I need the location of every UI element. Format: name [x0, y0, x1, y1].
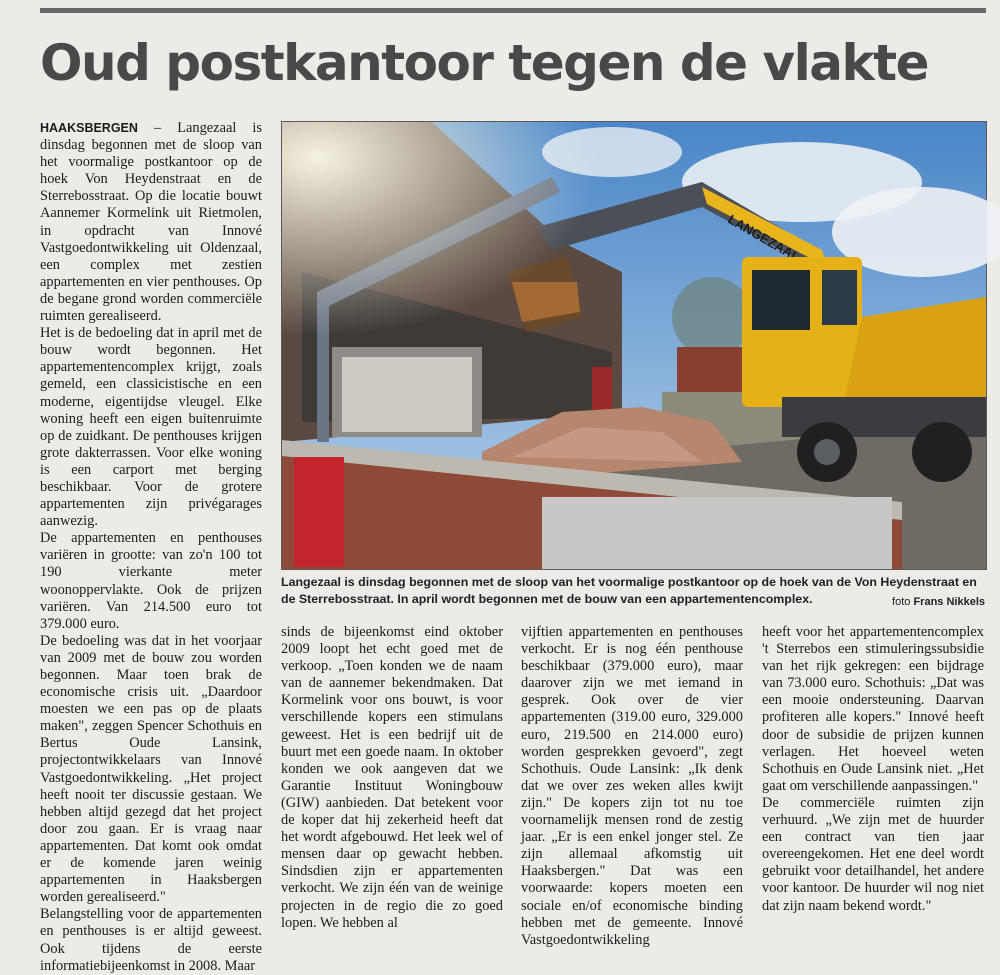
- dateline: HAAKSBERGEN: [40, 121, 138, 135]
- photo-caption: Langezaal is dinsdag begonnen met de sloop van het voormalige postkantoor op de hoek van de Von Heydenstraat en de Sterrebosstraat. In april wordt begonnen met de bouw van een appartementencomplex. foto Frans Nikkels: [281, 574, 985, 611]
- article-paragraph: heeft voor het appartementencomplex 't Sterrebos een stimuleringssubsidie van het rijk gekregen: een bijdrage van 73.000 euro. Schothuis: „Dat was een mooie ondersteuning. Daarvan profiteren alle kopers." Innové heeft door de subsidie de prijzen kunnen verlagen. Het hoeveel weten Schothuis en Oude Lansink niet. „Het gaat om verschillende aanpassingen.": [762, 624, 984, 794]
- article-paragraph: HAAKSBERGEN – Langezaal is dinsdag begonnen met de sloop van het voormalige postkantoor op de hoek Von Heydenstraat en de Sterrebosstraat. Op die locatie bouwt Aannemer Kormelink uit Rietmolen, in opdracht van Innové Vastgoedontwikkeling uit Oldenzaal, een complex met zestien appartementen en vier penthouses. Op de begane grond worden commerciële ruimten gerealiseerd.: [40, 120, 262, 325]
- article-paragraph: vijftien appartementen en penthouses verkocht. Er is nog één penthouse beschikbaar (379.000 euro), maar daarover zijn we met iemand in gesprek. Ook over de vier appartementen (319.00 euro, 329.000 euro, 219.500 en 214.000 euro) worden gesprekken gevoerd", zegt Schothuis. Oude Lansink: „Ik denk dat we over zes weken alles kwijt zijn." De kopers zijn tot nu toe voornamelijk mensen rond de zestig jaar. „Er is een enkel jonger stel. Ze zijn allemaal afkomstig uit Haaksbergen." Dat was een voorwaarde: kopers moeten een sociale en/of economische binding hebben met de gemeente. Innové Vastgoedontwikkeling: [521, 624, 743, 948]
- article-paragraph: Belangstelling voor de appartementen en penthouses is er altijd geweest. Ook tijdens de eerste informatiebijeenkomst in 2008. Maar: [40, 906, 262, 974]
- article-paragraph: De commerciële ruimten zijn verhuurd. „We zijn met de huurder een contract van tien jaar overeengekomen. Het ene deel wordt gebruikt voor detailhandel, het andere voor kantoor. De huurder wil nog niet dat zijn naam bekend wordt.": [762, 794, 984, 914]
- demolition-photo: [281, 121, 987, 570]
- article-paragraph: Het is de bedoeling dat in april met de bouw wordt begonnen. Het appartementencomplex krijgt, zoals gemeld, een classicistische en een moderne, eigentijdse vleugel. Elke woning heeft een eigen buitenruimte op de zuidkant. De penthouses krijgen grote dakterrassen. Voor elke woning is een carport met berging beschikbaar. Voor de grotere appartementen zijn privégarages aanwezig.: [40, 325, 262, 530]
- article-paragraph: sinds de bijeenkomst eind oktober 2009 loopt het echt goed met de verkoop. „Toen konden we de naam van de aannemer bekendmaken. Dat Kormelink voor ons bouwt, is voor verschillende kopers een stimulans geweest. Het is een bedrijf uit de buurt met een goede naam. In oktober konden we ook aangeven dat we Garantie Instituut Woningbouw (GIW) aanbieden. Dat betekent voor de koper dat hij zekerheid heeft dat het wordt afgebouwd. Het leek wel of mensen daar op gewacht hebben. Sindsdien zijn er appartementen verkocht. We zijn één van de weinige projecten in de regio die zo goed lopen. We hebben al: [281, 624, 503, 931]
- top-rule: [40, 8, 986, 13]
- photo-credit: foto Frans Nikkels: [892, 596, 985, 608]
- article-column-2: [281, 624, 503, 944]
- article-paragraph: De appartementen en penthouses variëren in grootte: van zo'n 100 tot 190 vierkante meter woonoppervlakte. Ook de prijzen variëren. Van 214.500 euro tot 379.000 euro.: [40, 530, 262, 632]
- article-column-3: [521, 624, 743, 948]
- article-paragraph: De bedoeling was dat in het voorjaar van 2009 met de bouw zou worden begonnen. Maar toen brak de economische crisis uit. „Daardoor moesten we een pas op de plaats maken", zeggen Spencer Schothuis en Bertus Oude Lansink, projectontwikkelaars van Innové Vastgoedontwikkeling. „Het project heeft nooit ter discussie gestaan. We hebben altijd gezegd dat het project door zou gaan. Er is vraag naar appartementen. Dat komt ook omdat er de komende jaren weinig appartementen in Haaksbergen worden gerealiseerd.": [40, 632, 262, 906]
- article-column-4: [762, 624, 984, 944]
- headline: Oud postkantoor tegen de vlakte: [40, 34, 929, 92]
- article-column-1: [40, 120, 262, 974]
